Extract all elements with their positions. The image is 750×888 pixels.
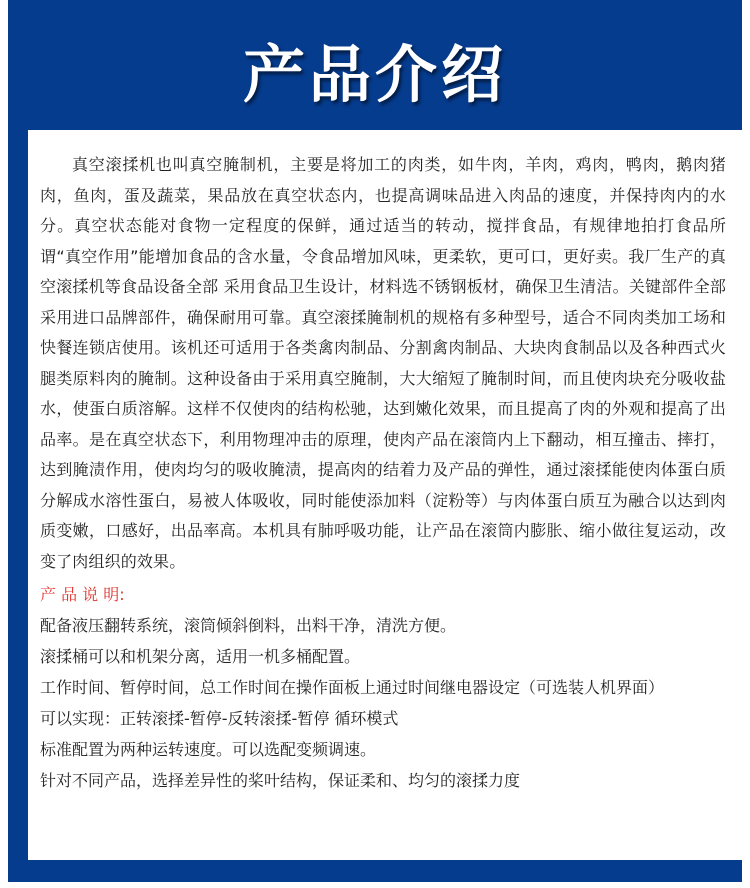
content-panel bbox=[28, 130, 744, 860]
page-frame bbox=[8, 0, 742, 882]
description-heading: 产 品 说 明: bbox=[40, 585, 125, 604]
title-banner bbox=[8, 30, 742, 120]
intro-paragraph: 真空滚揉机也叫真空腌制机，主要是将加工的肉类，如牛肉，羊肉，鸡肉，鸭肉，鹅肉猪肉，鱼肉，蛋及蔬菜，果品放在真空状态内，也提高调味品进入肉品的速度，并保持肉内的水分。真空状态能对食物一定程度的保鲜，通过适当的转动，搅拌食品，有规律地拍打食品所谓“真空作用”能增加食品的含水量，令食品增加风味，更柔软，更可口，更好卖。我厂生产的真空滚揉机等食品设备全部 采用食品卫生设计，材料选不锈钢板材，确保卫生清洁。关键部件全部采用进口品牌部件，确保耐用可靠。真空滚揉腌制机的规格有多种型号，适合不同肉类加工场和快餐连锁店使用。该机还可适用于各类禽肉制品、分割禽肉制品、大块肉食制品以及各种西式火腿类原料肉的腌制。这种设备由于采用真空腌制，大大缩短了腌制时间，而且使肉块充分吸收盐水，使蛋白质溶解。这样不仅使肉的结构松驰，达到嫩化效果，而且提高了肉的外观和提高了出品率。是在真空状态下，利用物理冲击的原理，使肉产品在滚筒内上下翻动，相互撞击、摔打，达到腌渍作用，使肉均匀的吸收腌渍，提高肉的结着力及产品的弹性，通过滚揉能使肉体蛋白质分解成水溶性蛋白，易被人体吸收，同时能使添加料（淀粉等）与肉体蛋白质互为融合以达到肉质变嫩，口感好，出品率高。本机具有肺呼吸功能，让产品在滚筒内膨胀、缩小做往复运动，改变了肉组织的效果。 bbox=[40, 155, 726, 571]
feature-item: 可以实现：正转滚揉-暂停-反转滚揉-暂停 循环模式 bbox=[40, 709, 399, 728]
feature-item: 工作时间、暂停时间，总工作时间在操作面板上通过时间继电器设定（可选装人机界面） bbox=[40, 678, 665, 697]
page-title: 产品介绍 bbox=[242, 38, 507, 111]
feature-item: 针对不同产品，选择差异性的桨叶结构，保证柔和、均匀的滚揉力度 bbox=[40, 771, 521, 790]
feature-item: 配备液压翻转系统，滚筒倾斜倒料，出料干净，清洗方便。 bbox=[40, 616, 457, 635]
feature-item: 滚揉桶可以和机架分离，适用一机多桶配置。 bbox=[40, 647, 361, 666]
feature-item: 标准配置为两种运转速度。可以选配变频调速。 bbox=[40, 740, 377, 759]
